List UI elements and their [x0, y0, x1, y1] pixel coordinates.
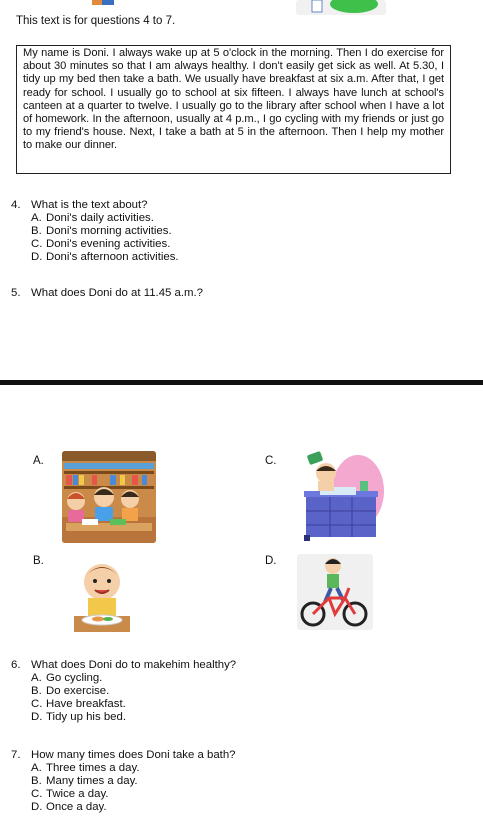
picture-option-a-label: A.	[33, 455, 44, 467]
option-b[interactable]: B. Do exercise.	[31, 684, 110, 697]
question-number: 6.	[11, 659, 21, 671]
students-in-library-picture[interactable]	[62, 451, 156, 543]
option-d[interactable]: D. Tidy up his bed.	[31, 710, 126, 723]
question-number: 4.	[11, 199, 21, 211]
question-number: 5.	[11, 287, 21, 299]
cropped-top-right-picture	[296, 0, 386, 16]
boy-bathing-picture[interactable]	[296, 451, 384, 545]
question-5	[11, 287, 203, 300]
option-c[interactable]: C. Have breakfast.	[31, 697, 126, 710]
option-d[interactable]: D. Once a day.	[31, 800, 107, 813]
instruction-text: This text is for questions 4 to 7.	[16, 15, 176, 27]
question-7	[11, 749, 236, 814]
question-4	[11, 199, 179, 264]
option-b[interactable]: B. Doni's morning activities.	[31, 224, 172, 237]
question-text: What does Doni do at 11.45 a.m.?	[31, 287, 204, 299]
boy-cycling-picture[interactable]	[297, 554, 373, 630]
boy-eating-meal-picture[interactable]	[66, 554, 138, 636]
option-a[interactable]: A. Three times a day.	[31, 762, 140, 774]
picture-option-d-label: D.	[265, 555, 277, 567]
option-c[interactable]: C. Doni's evening activities.	[31, 237, 171, 250]
question-text: How many times does Doni take a bath?	[31, 749, 236, 761]
question-number: 7.	[11, 749, 21, 761]
reading-passage: My name is Doni. I always wake up at 5 o'clock in the morning. Then I do exercise for about 30 minutes so that I am always healthy. I don't easily get sick as well. At 5.30, I tidy up my bed then take a bath. We usually have breakfast at six a.m. After that, I get ready for school. I usually go to school at six fifteen. I always have lunch at school's canteen at a quarter to twelve. I usually go to the library after school when I have a lot of homework. In the afternoon, usually at 4 p.m., I go cycling with my friends or just go to my friend's house. Next, I take a bath at 5 in the afternoon. Then I help my mother to make our dinner.	[16, 45, 451, 174]
page-divider	[0, 380, 483, 385]
option-a[interactable]: A. Go cycling.	[31, 672, 103, 684]
cropped-top-left-picture	[92, 0, 114, 6]
option-b[interactable]: B. Many times a day.	[31, 774, 138, 787]
option-d[interactable]: D. Doni's afternoon activities.	[31, 250, 179, 263]
question-6	[11, 659, 236, 724]
question-text: What is the text about?	[31, 199, 148, 211]
option-c[interactable]: C. Twice a day.	[31, 787, 109, 800]
picture-option-c-label: C.	[265, 455, 277, 467]
option-a[interactable]: A. Doni's daily activities.	[31, 212, 154, 224]
question-text: What does Doni do to makehim healthy?	[31, 659, 237, 671]
picture-option-b-label: B.	[33, 555, 44, 567]
